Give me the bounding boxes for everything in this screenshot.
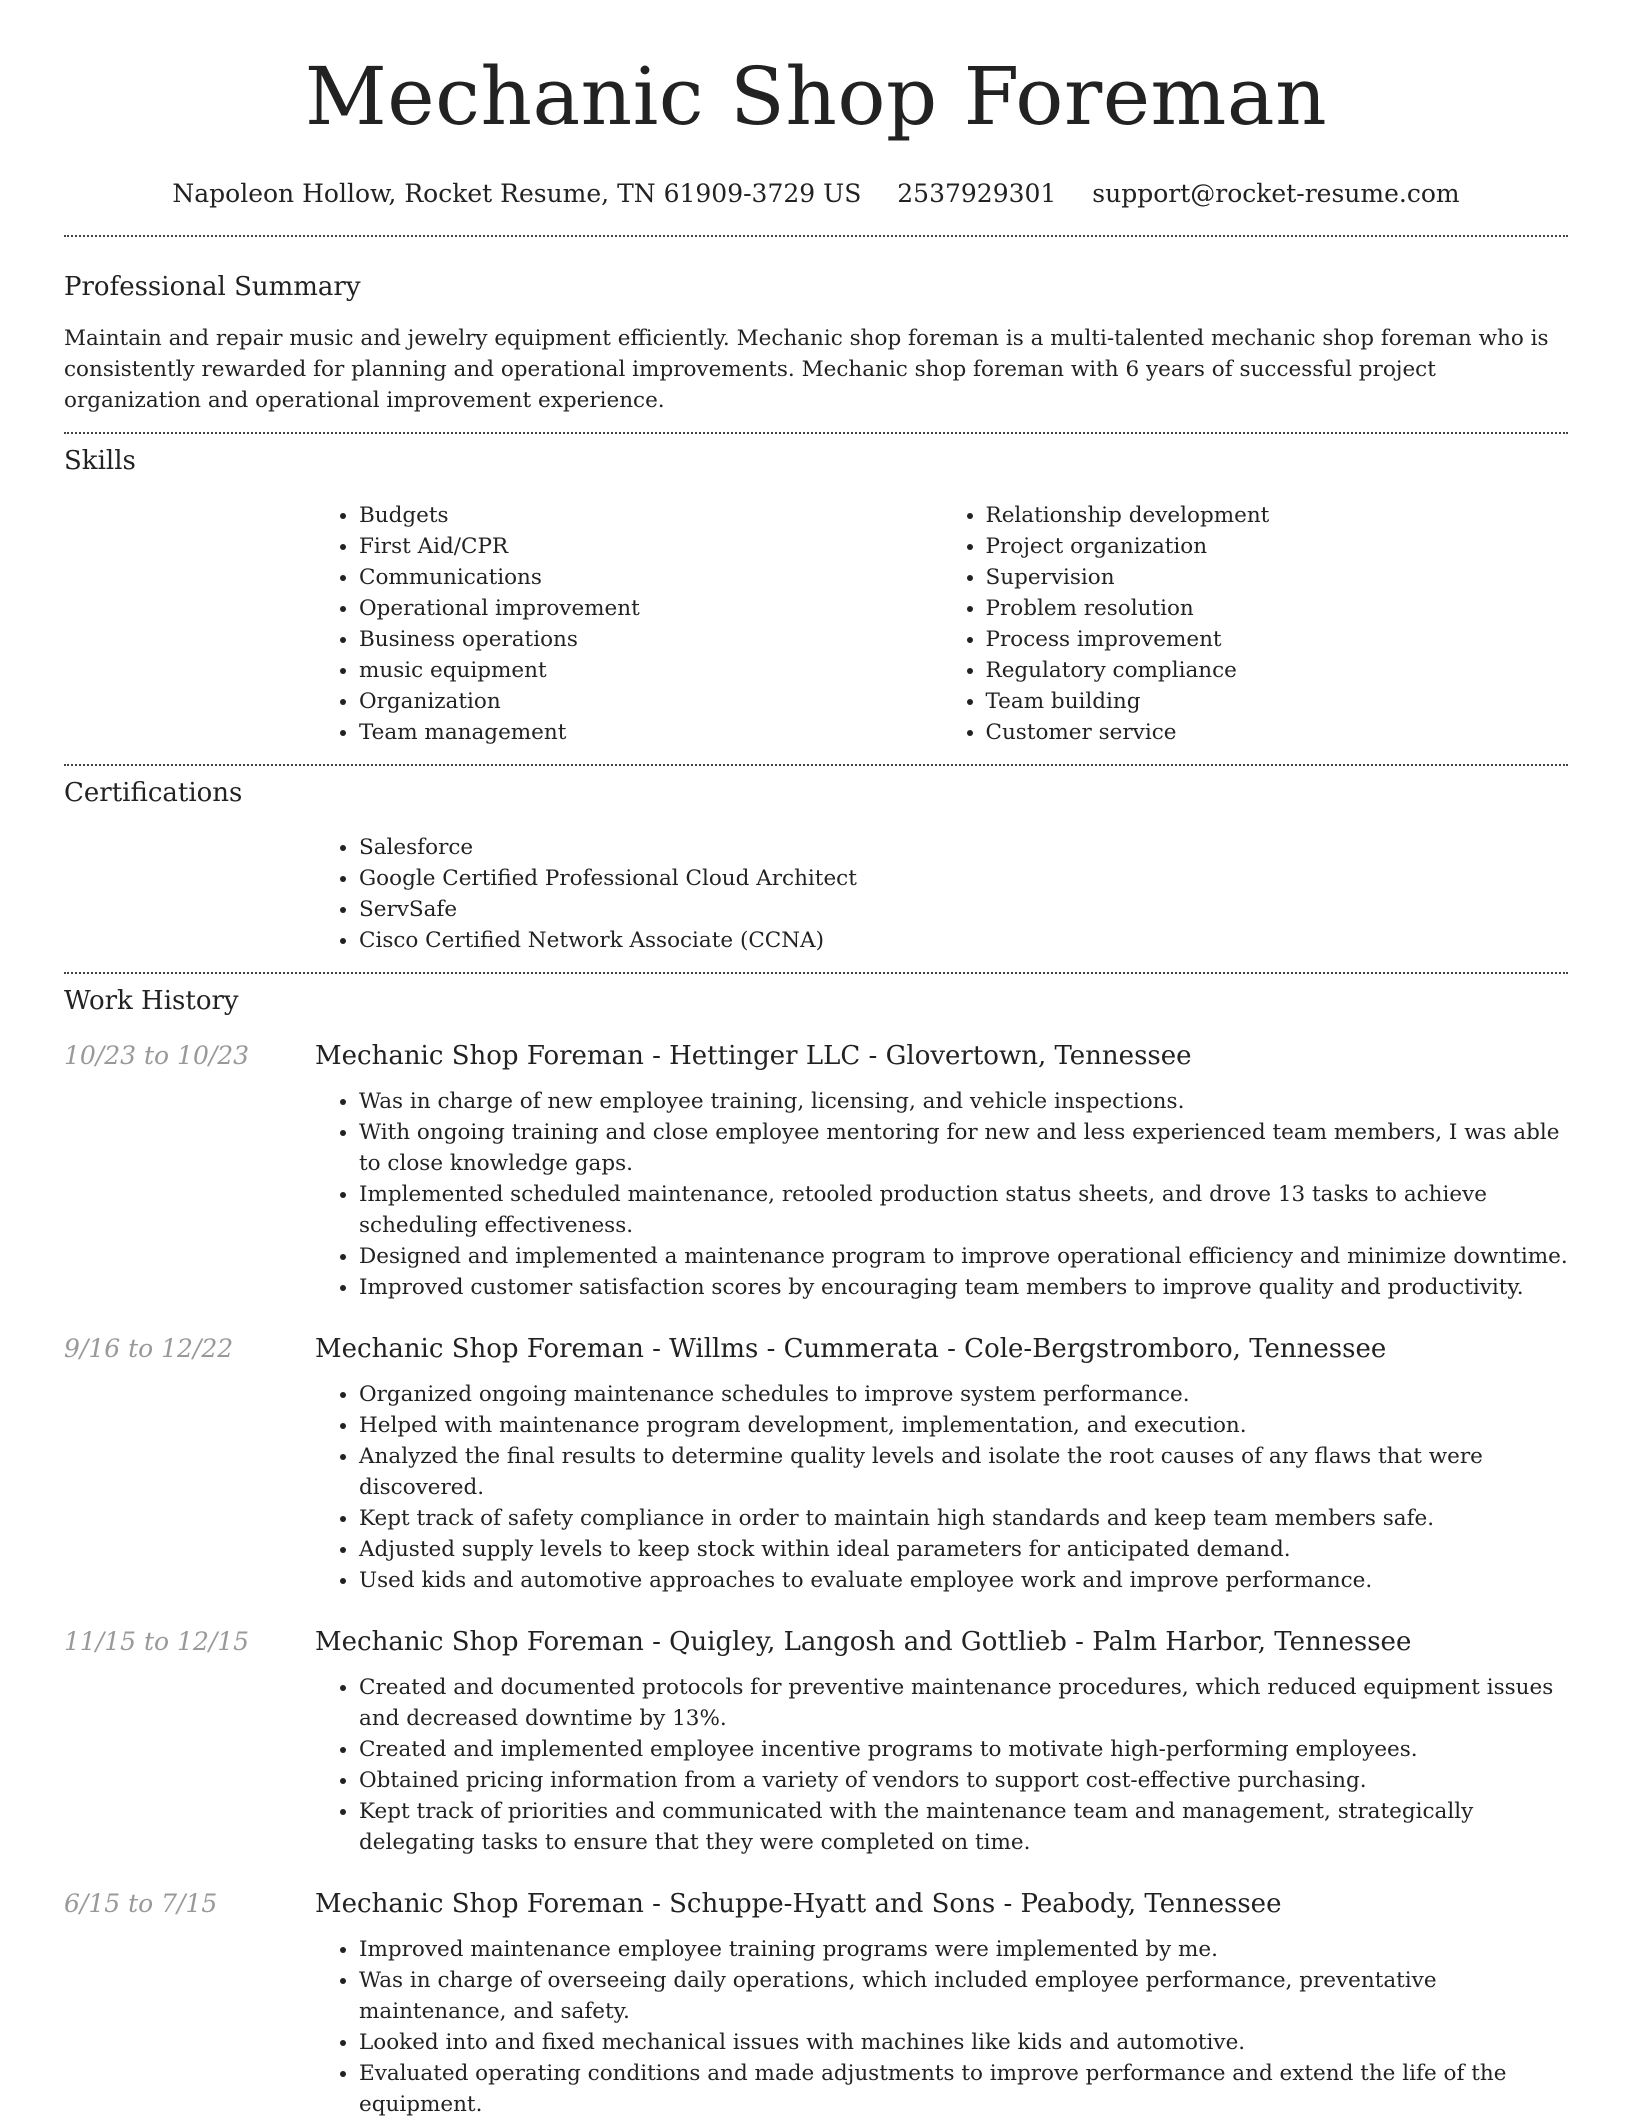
job-date: 9/16 to 12/22 [64,1334,234,1363]
job-bullet: • Used kids and automotive approaches to evaluate employee work and improve performance. [359,1565,1568,1596]
job-bullet: • Analyzed the final results to determine quality levels and isolate the root causes of any flaws that were discovered. [359,1441,1568,1503]
contact-line [64,179,1568,209]
job-bullet: • Obtained pricing information from a variety of vendors to support cost-effective purchasing. [359,1765,1568,1796]
skills-list-right [942,500,1569,748]
resume-name: Mechanic Shop Foreman [304,50,1328,143]
skill-item: • music equipment [359,655,942,686]
job-date: 11/15 to 12/15 [64,1627,250,1656]
job-bullet: • Implemented scheduled maintenance, retooled production status sheets, and drove 13 tasks to achieve scheduling effectiveness. [359,1179,1568,1241]
skill-item: • Operational improvement [359,593,942,624]
job-bullet: • Designed and implemented a maintenance program to improve operational efficiency and minimize downtime. [359,1241,1568,1272]
job-entry [64,1887,1568,2120]
work-history-section [64,985,1568,2120]
skill-item: • Business operations [359,624,942,655]
job-entry [64,1332,1568,1596]
job-bullet: • Was in charge of overseeing daily operations, which included employee performance, preventative maintenance, and safety. [359,1965,1568,2027]
skill-item: • Project organization [986,531,1569,562]
skills-list-left [315,500,942,748]
job-bullet: • Improved customer satisfaction scores by encouraging team members to improve quality and productivity. [359,1272,1568,1303]
skill-item: • Regulatory compliance [986,655,1569,686]
job-bullet: • Helped with maintenance program development, implementation, and execution. [359,1410,1568,1441]
skill-item: • Team management [359,717,942,748]
job-title: Mechanic Shop Foreman - Schuppe-Hyatt and Sons - Peabody, Tennessee [315,1889,1282,1919]
summary-section [64,271,1568,416]
skill-item: • Process improvement [986,624,1569,655]
job-bullets [315,1934,1568,2120]
contact-email: support@rocket-resume.com [1092,179,1460,208]
skills-grid [315,500,1568,748]
skill-item: • First Aid/CPR [359,531,942,562]
job-header [64,1625,1568,1659]
job-title: Mechanic Shop Foreman - Hettinger LLC - Glovertown, Tennessee [315,1041,1192,1071]
summary-heading: Professional Summary [64,272,361,302]
section-divider [64,972,1568,974]
skill-item: • Supervision [986,562,1569,593]
certification-item: • Cisco Certified Network Associate (CCNA) [359,925,1568,956]
job-entry [64,1039,1568,1303]
job-bullet: • Was in charge of new employee training, licensing, and vehicle inspections. [359,1086,1568,1117]
skill-item: • Problem resolution [986,593,1569,624]
job-bullet: • Looked into and fixed mechanical issues with machines like kids and automotive. [359,2027,1568,2058]
section-divider [64,764,1568,766]
contact-address: Napoleon Hollow, Rocket Resume, TN 61909-3729 US [172,179,862,208]
job-header [64,1887,1568,1921]
skill-item: • Budgets [359,500,942,531]
job-bullet: • Evaluated operating conditions and made adjustments to improve performance and extend the life of the equipment. [359,2058,1568,2120]
certification-item: • Salesforce [359,832,1568,863]
job-date: 6/15 to 7/15 [64,1889,218,1918]
skill-item: • Communications [359,562,942,593]
skill-item: • Customer service [986,717,1569,748]
certifications-heading: Certifications [64,778,243,808]
job-bullet: • Created and documented protocols for preventive maintenance procedures, which reduced equipment issues and decreased downtime by 13%. [359,1672,1568,1734]
section-divider [64,432,1568,434]
section-divider [64,235,1568,237]
job-header [64,1332,1568,1366]
job-bullets [315,1086,1568,1303]
job-header [64,1039,1568,1073]
skill-item: • Organization [359,686,942,717]
skills-section [64,445,1568,748]
summary-text: Maintain and repair music and jewelry equipment efficiently. Mechanic shop foreman is a multi-talented mechanic shop foreman who is consistently rewarded for planning and operational improvements. Mechanic shop foreman with 6 years of successful project organization and operational improvement experience. [64,326,1549,413]
job-bullet: • Kept track of priorities and communicated with the maintenance team and management, strategically delegating tasks to ensure that they were completed on time. [359,1796,1568,1858]
job-date: 10/23 to 10/23 [64,1041,250,1070]
job-bullets [315,1672,1568,1858]
skill-item: • Relationship development [986,500,1569,531]
skills-heading: Skills [64,446,136,476]
certifications-section [64,777,1568,956]
job-title: Mechanic Shop Foreman - Willms - Cummerata - Cole-Bergstromboro, Tennessee [315,1334,1387,1364]
job-bullet: • Kept track of safety compliance in order to maintain high standards and keep team members safe. [359,1503,1568,1534]
job-bullet: • With ongoing training and close employee mentoring for new and less experienced team members, I was able to close knowledge gaps. [359,1117,1568,1179]
job-entry [64,1625,1568,1858]
certifications-list [315,832,1568,956]
skill-item: • Team building [986,686,1569,717]
work-history-heading: Work History [64,986,239,1016]
job-bullets [315,1379,1568,1596]
certification-item: • Google Certified Professional Cloud Architect [359,863,1568,894]
certification-item: • ServSafe [359,894,1568,925]
job-bullet: • Organized ongoing maintenance schedules to improve system performance. [359,1379,1568,1410]
job-bullet: • Adjusted supply levels to keep stock within ideal parameters for anticipated demand. [359,1534,1568,1565]
contact-phone: 2537929301 [897,179,1057,208]
job-bullet: • Created and implemented employee incentive programs to motivate high-performing employees. [359,1734,1568,1765]
job-bullet: • Improved maintenance employee training programs were implemented by me. [359,1934,1568,1965]
job-title: Mechanic Shop Foreman - Quigley, Langosh and Gottlieb - Palm Harbor, Tennessee [315,1627,1412,1657]
